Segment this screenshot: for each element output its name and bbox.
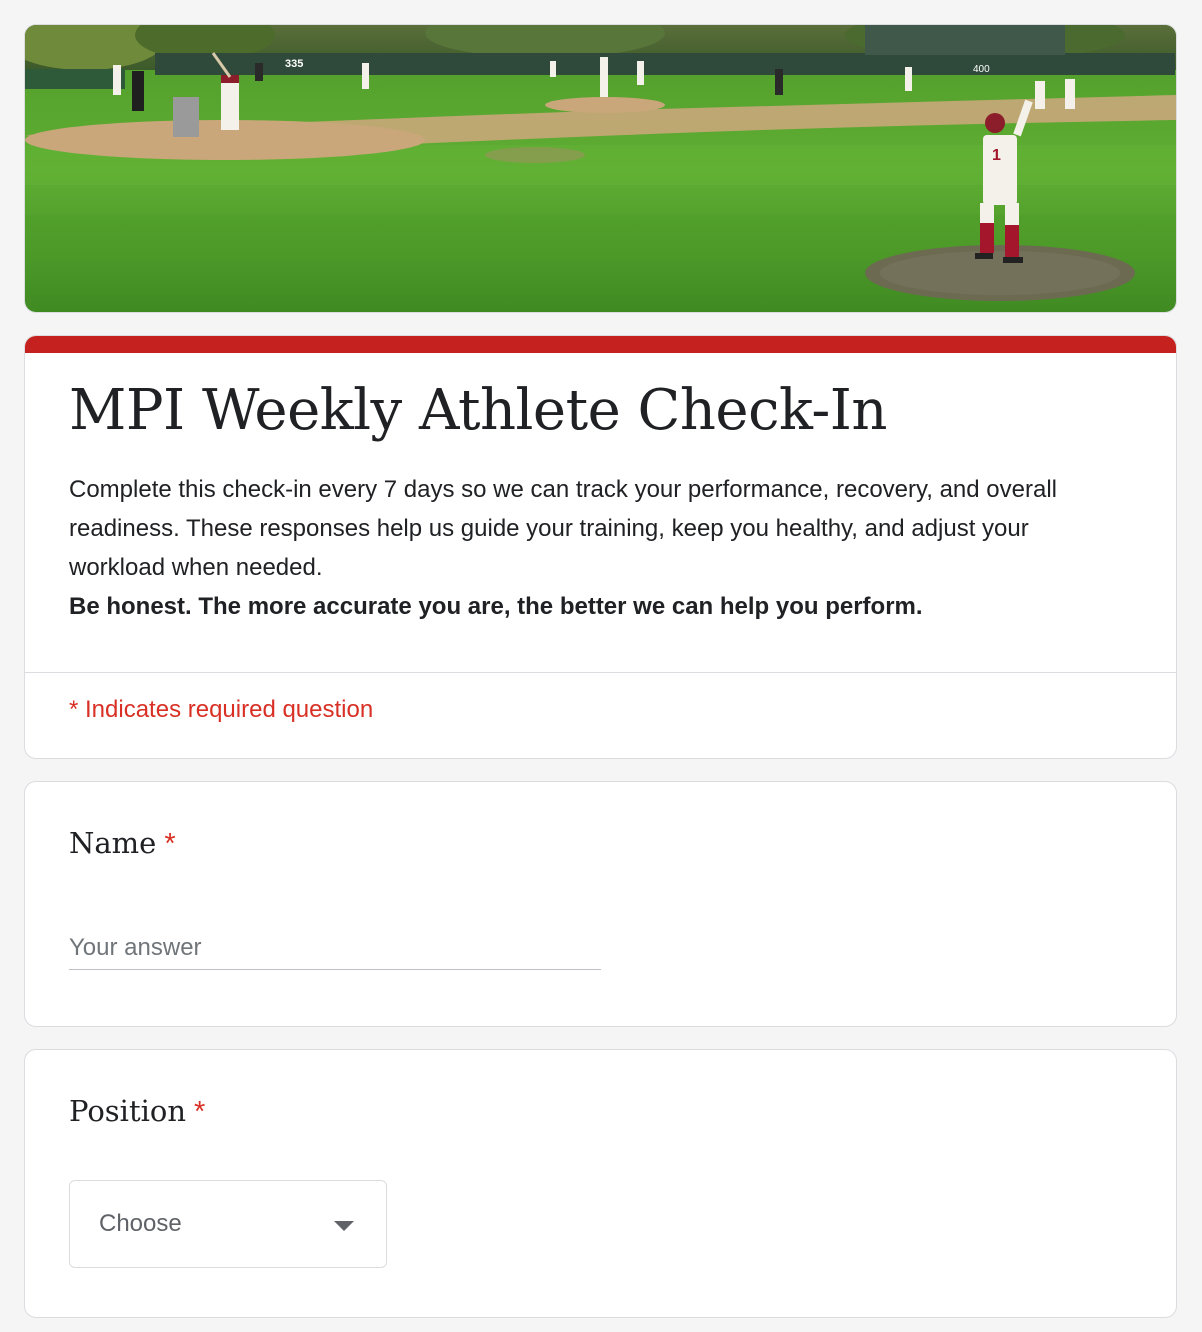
form-container xyxy=(24,24,1177,1318)
header-banner-image xyxy=(24,24,1177,313)
form-description: Complete this check-in every 7 days so we can track your performance, recovery, and overall readiness. These responses help us guide your training, keep you healthy, and adjust your workload when needed. xyxy=(69,476,1057,582)
outfield-distance-right: 400 xyxy=(973,64,990,75)
form-description-emphasis: Be honest. The more accurate you are, the better we can help you perform. xyxy=(69,593,923,621)
chevron-down-icon xyxy=(334,1221,354,1231)
question-card-name xyxy=(24,781,1177,1027)
required-asterisk: * xyxy=(194,1096,206,1128)
required-asterisk: * xyxy=(164,828,176,860)
question-title-text: Name xyxy=(69,826,157,860)
outfield-distance-left: 335 xyxy=(285,58,304,70)
question-card-position xyxy=(24,1049,1177,1318)
question-title xyxy=(69,1094,205,1129)
form-title: MPI Weekly Athlete Check-In xyxy=(69,378,887,443)
player-number: 1 xyxy=(992,147,1001,164)
dropdown-selected-value: Choose xyxy=(99,1210,182,1237)
baseball-field-photo xyxy=(25,25,1177,313)
title-accent-bar xyxy=(24,335,1177,353)
header-divider xyxy=(25,672,1176,673)
position-dropdown[interactable] xyxy=(69,1180,387,1268)
name-answer-input[interactable] xyxy=(69,927,601,970)
question-title-text: Position xyxy=(69,1094,187,1128)
form-header-card xyxy=(24,335,1177,759)
required-question-note: * Indicates required question xyxy=(69,696,374,723)
question-title xyxy=(69,826,176,861)
